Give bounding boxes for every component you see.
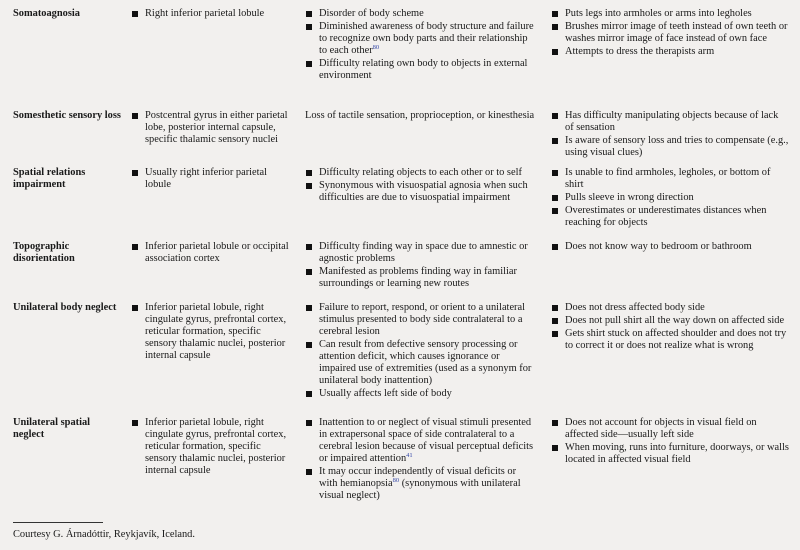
example-item: Attempts to dress the therapists arm xyxy=(551,46,789,58)
example-item: Puts legs into armholes or arms into legholes xyxy=(551,8,789,20)
description-item: Inattention to or neglect of visual stimuli presented in extrapersonal space of side contralateral to a cerebral lesion because of visual perceptual deficits or impaired attention$^{41}$ xyxy=(305,417,537,465)
category-label: Topographic disorientation xyxy=(13,241,75,264)
lesion-item: Usually right inferior parietal lobule xyxy=(131,167,293,191)
footnote-divider xyxy=(13,522,103,523)
description-item: Failure to report, respond, or orient to a unilateral stimulus presented to body side contralateral to a cerebral lesion xyxy=(305,302,537,338)
description-item: Disorder of body scheme xyxy=(305,8,537,20)
category-label: Spatial relations impairment xyxy=(13,167,86,190)
footnote: Courtesy G. Árnadóttir, Reykjavík, Iceland. xyxy=(13,529,195,540)
category-label: Unilateral spatial neglect xyxy=(13,417,91,440)
example-item: Is aware of sensory loss and tries to compensate (e.g., using visual clues) xyxy=(551,135,789,159)
description-text: Loss of tactile sensation, proprioception, or kinesthesia xyxy=(305,110,535,121)
description-item: Synonymous with visuospatial agnosia when such difficulties are due to visuospatial impairment xyxy=(305,180,537,204)
example-item: Does not pull shirt all the way down on affected side xyxy=(551,315,789,327)
example-item: Has difficulty manipulating objects because of lack of sensation xyxy=(551,110,789,134)
example-item: Pulls sleeve in wrong direction xyxy=(551,192,789,204)
description-item: Difficulty relating own body to objects in external environment xyxy=(305,58,537,82)
category-label: Somatoagnosia xyxy=(13,8,80,19)
description-item: It may occur independently of visual deficits or with hemianopsia$^{80}$ (synonymous with unilateral visual neglect) xyxy=(305,466,537,502)
example-item: Brushes mirror image of teeth instead of own teeth or washes mirror image of face instead of own face xyxy=(551,21,789,45)
description-item: Manifested as problems finding way in familiar surroundings or learning new routes xyxy=(305,266,537,290)
example-item: When moving, runs into furniture, doorways, or walls located in affected visual field xyxy=(551,442,789,466)
lesion-item: Inferior parietal lobule or occipital association cortex xyxy=(131,241,293,265)
lesion-item: Right inferior parietal lobule xyxy=(131,8,293,20)
category-label: Unilateral body neglect xyxy=(13,302,117,313)
example-item: Gets shirt stuck on affected shoulder and does not try to correct it or does not realize what is wrong xyxy=(551,328,789,352)
reference-link[interactable]: 80 xyxy=(372,44,380,51)
category-label: Somesthetic sensory loss xyxy=(13,110,121,121)
reference-link[interactable]: 41 xyxy=(406,452,413,459)
description-item: Difficulty relating objects to each other or to self xyxy=(305,167,537,179)
example-item: Overestimates or underestimates distances when reaching for objects xyxy=(551,205,789,229)
description-item: Usually affects left side of body xyxy=(305,388,537,400)
description-item: Can result from defective sensory processing or attention deficit, which causes ignorance or impaired use of extremities (used as a synonym for unilateral body inattention) xyxy=(305,339,537,387)
example-item: Does not account for objects in visual field on affected side—usually left side xyxy=(551,417,789,441)
example-item: Does not know way to bedroom or bathroom xyxy=(551,241,789,253)
description-item: Diminished awareness of body structure and failure to recognize own body parts and their relationship to each other$^{80}$ xyxy=(305,21,537,57)
example-item: Does not dress affected body side xyxy=(551,302,789,314)
reference-link[interactable]: 80 xyxy=(392,477,400,484)
lesion-item: Postcentral gyrus in either parietal lobe, posterior internal capsule, specific thalamic sensory nuclei xyxy=(131,110,293,146)
lesion-item: Inferior parietal lobule, right cingulate gyrus, prefrontal cortex, reticular formation, specific sensory thalamic nuclei, posterior internal capsule xyxy=(131,302,293,362)
example-item: Is unable to find armholes, legholes, or bottom of shirt xyxy=(551,167,789,191)
description-item: Difficulty finding way in space due to amnestic or agnostic problems xyxy=(305,241,537,265)
lesion-item: Inferior parietal lobule, right cingulate gyrus, prefrontal cortex, reticular formation, specific sensory thalamic nuclei, posterior internal capsule xyxy=(131,417,293,477)
